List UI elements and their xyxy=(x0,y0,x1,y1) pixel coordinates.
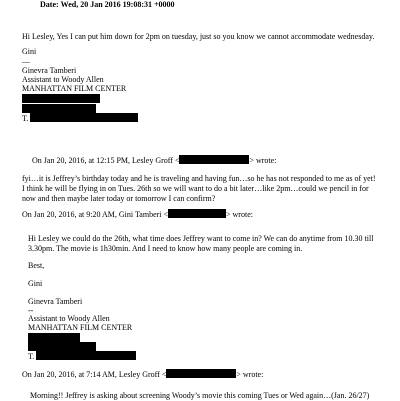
redaction-block xyxy=(22,94,100,103)
quote2-sig-org: MANHATTAN FILM CENTER xyxy=(28,323,133,332)
reply-sig-name: Ginevra Tamberi xyxy=(22,66,77,75)
quote2-header xyxy=(22,209,253,220)
date-label: Date: xyxy=(40,0,59,9)
email-date-header xyxy=(40,0,175,10)
quote1-header-pre: On Jan 20, 2016, at 12:15 PM, Lesley Groff < xyxy=(32,156,180,165)
quote1-header xyxy=(32,155,276,166)
quote3-header-pre: On Jan 20, 2016, at 7:14 AM, Lesley Groff < xyxy=(22,370,167,379)
redacted-email xyxy=(166,369,236,378)
reply-sig-org: MANHATTAN FILM CENTER xyxy=(22,84,127,93)
quote1-line: now and then maybe later today or tomorrow I can confirm? xyxy=(22,194,216,203)
quote2-sig-dash: -- xyxy=(28,306,34,315)
reply-body: Hi Lesley, Yes I can put him down for 2pm on tuesday, just so you know we cannot accommodate wednesday. xyxy=(22,32,375,41)
quote1-header-post: > wrote: xyxy=(249,156,277,165)
quote2-header-pre: On Jan 20, 2016, at 9:20 AM, Gini Tamberi < xyxy=(22,210,169,219)
quote2-sig-phone xyxy=(28,351,136,362)
redaction-block xyxy=(28,333,80,342)
quote3-line: Morning!! Jeffrey is asking about screening Woody’s movie this coming Tues or Wed again…(Jan. 26/27) xyxy=(30,391,370,400)
quote2-closing: Best, xyxy=(28,261,45,270)
quote1-line: fyi…it is Jeffrey’s birthday today and he is traveling and having fun…so he has not responded to me as of yet! xyxy=(22,174,376,183)
quote3-header xyxy=(22,369,263,380)
quote3-header-post: > wrote: xyxy=(236,370,264,379)
redaction-block xyxy=(30,113,138,122)
redacted-email xyxy=(168,209,226,218)
quote2-sig-name: Ginevra Tamberi xyxy=(28,297,83,306)
redaction-block xyxy=(28,342,96,351)
reply-sig-dash: — xyxy=(22,57,30,66)
quote2-sig-title: Assistant to Woody Allen xyxy=(28,314,110,323)
quote2-header-post: > wrote: xyxy=(226,210,253,219)
quote2-line: 3.30pm. The movie is 1h30min. And I need to know how many people are coming in. xyxy=(28,244,303,253)
redaction-block xyxy=(22,104,96,113)
reply-greeting: Gini xyxy=(22,47,37,56)
reply-sig-phone xyxy=(22,113,138,124)
redacted-email xyxy=(179,155,249,164)
phone-prefix: T. xyxy=(28,352,35,361)
redaction-block xyxy=(36,351,136,360)
date-value: Wed, 20 Jan 2016 19:08:31 +0000 xyxy=(60,0,175,9)
quote1-line: I think he will be flying in on Tues. 26th so we will want to do a bit later…like 2pm…could we pencil in for xyxy=(22,184,369,193)
reply-sig-title: Assistant to Woody Allen xyxy=(22,75,104,84)
quote2-greeting: Gini xyxy=(28,279,43,288)
quote2-line: Hi Lesley we could do the 26th, what time does Jeffrey want to come in? We can do anytime from 10.30 till xyxy=(28,234,374,243)
phone-prefix: T. xyxy=(22,114,29,123)
